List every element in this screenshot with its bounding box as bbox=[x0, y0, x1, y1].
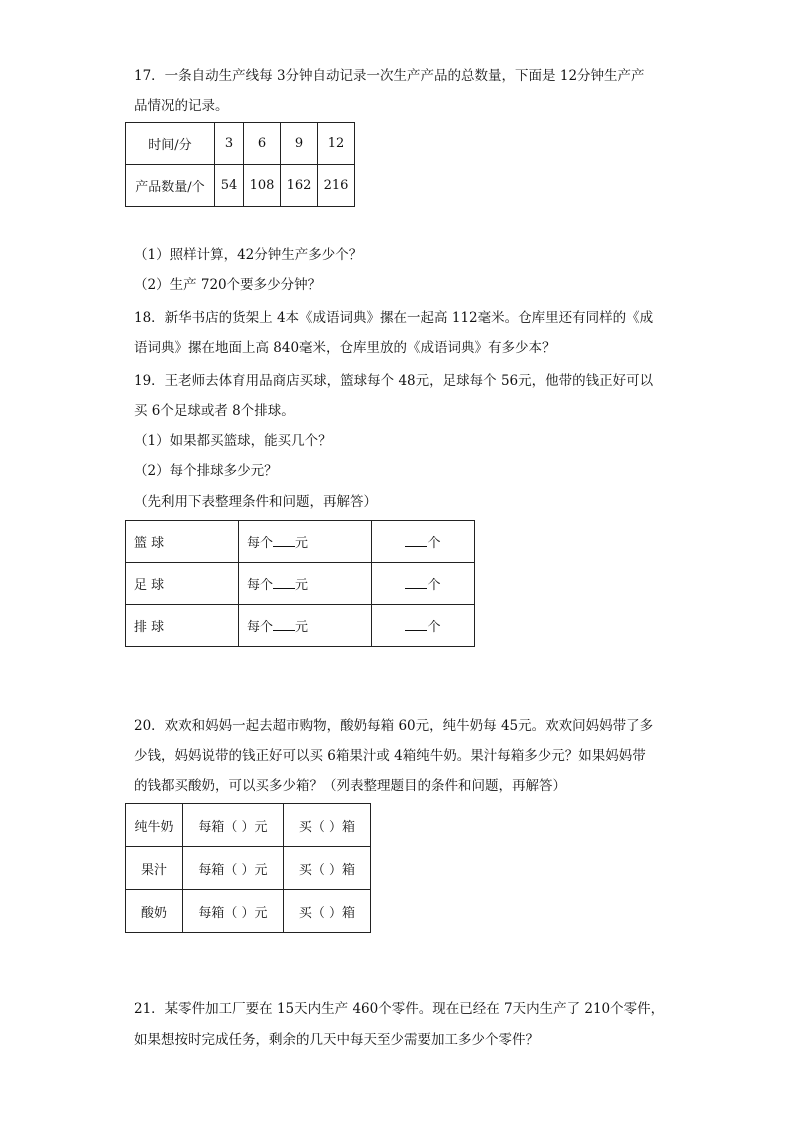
table-cell: 时间/分 bbox=[126, 123, 215, 165]
count-unit: 个 bbox=[427, 578, 441, 593]
table-cell: 果汁 bbox=[126, 847, 183, 890]
table-cell: 产品数量/个 bbox=[126, 165, 215, 207]
table-row bbox=[126, 605, 475, 647]
q17-text-line2: 品情况的记录。 bbox=[134, 98, 229, 114]
count-unit: 个 bbox=[427, 536, 441, 551]
price-cell[interactable]: 每箱（ ）元 bbox=[183, 847, 284, 890]
price-unit: 元 bbox=[295, 578, 309, 593]
q19-organize-table bbox=[125, 520, 475, 647]
count-cell bbox=[372, 563, 475, 605]
q20-text-line2: 少钱，妈妈说带的钱正好可以买 6箱果汁或 4箱纯牛奶。果汁每箱多少元？如果妈妈带 bbox=[134, 748, 646, 764]
table-cell: 54 bbox=[215, 165, 244, 207]
price-cell bbox=[239, 563, 372, 605]
q18-text-line2: 语词典》摞在地面上高 840毫米，仓库里放的《成语词典》有多少本？ bbox=[134, 340, 556, 356]
table-cell: 篮 球 bbox=[126, 521, 239, 563]
table-row bbox=[126, 804, 371, 847]
answer-blank[interactable] bbox=[405, 630, 427, 631]
q17-sub1: （1）照样计算，42分钟生产多少个？ bbox=[134, 247, 363, 263]
q18-text-line1: 18．新华书店的货架上 4本《成语词典》摞在一起高 112毫米。仓库里还有同样的《成 bbox=[134, 310, 654, 326]
q19-hint: （先利用下表整理条件和问题，再解答） bbox=[134, 494, 377, 510]
q20-text-line1: 20．欢欢和妈妈一起去超市购物，酸奶每箱 60元，纯牛奶每 45元。欢欢问妈妈带了多 bbox=[134, 718, 654, 734]
table-row bbox=[126, 563, 475, 605]
count-cell[interactable]: 买（ ）箱 bbox=[284, 890, 371, 933]
price-cell[interactable]: 每箱（ ）元 bbox=[183, 890, 284, 933]
price-cell[interactable]: 每箱（ ）元 bbox=[183, 804, 284, 847]
count-cell[interactable]: 买（ ）箱 bbox=[284, 847, 371, 890]
table-row bbox=[126, 521, 475, 563]
q19-sub2: （2）每个排球多少元？ bbox=[134, 463, 278, 479]
q19-text-line1: 19．王老师去体育用品商店买球，篮球每个 48元，足球每个 56元，他带的钱正好可以 bbox=[134, 373, 654, 389]
table-cell: 108 bbox=[244, 165, 281, 207]
answer-blank[interactable] bbox=[273, 546, 295, 547]
price-prefix: 每个 bbox=[247, 578, 274, 593]
q17-text-line1: 17．一条自动生产线每 3分钟自动记录一次生产产品的总数量，下面是 12分钟生产产 bbox=[134, 68, 645, 84]
table-row bbox=[126, 890, 371, 933]
table-row bbox=[126, 847, 371, 890]
table-cell: 3 bbox=[215, 123, 244, 165]
table-cell: 9 bbox=[281, 123, 318, 165]
price-cell bbox=[239, 605, 372, 647]
count-cell bbox=[372, 521, 475, 563]
price-prefix: 每个 bbox=[247, 620, 274, 635]
answer-blank[interactable] bbox=[273, 588, 295, 589]
table-cell: 6 bbox=[244, 123, 281, 165]
answer-blank[interactable] bbox=[273, 630, 295, 631]
q20-text-line3: 的钱都买酸奶，可以买多少箱？（列表整理题目的条件和问题，再解答） bbox=[134, 778, 566, 794]
answer-blank[interactable] bbox=[405, 546, 427, 547]
table-cell: 纯牛奶 bbox=[126, 804, 183, 847]
q17-data-table bbox=[125, 122, 355, 207]
table-cell: 酸奶 bbox=[126, 890, 183, 933]
count-cell[interactable]: 买（ ）箱 bbox=[284, 804, 371, 847]
table-cell: 排 球 bbox=[126, 605, 239, 647]
count-unit: 个 bbox=[427, 620, 441, 635]
table-cell: 12 bbox=[318, 123, 355, 165]
q21-text-line2: 如果想按时完成任务，剩余的几天中每天至少需要加工多少个零件？ bbox=[134, 1032, 539, 1048]
price-unit: 元 bbox=[295, 536, 309, 551]
table-cell: 216 bbox=[318, 165, 355, 207]
price-unit: 元 bbox=[295, 620, 309, 635]
answer-blank[interactable] bbox=[405, 588, 427, 589]
table-cell: 足 球 bbox=[126, 563, 239, 605]
table-cell: 162 bbox=[281, 165, 318, 207]
q20-organize-table bbox=[125, 803, 371, 933]
count-cell bbox=[372, 605, 475, 647]
q19-text-line2: 买 6个足球或者 8个排球。 bbox=[134, 403, 295, 419]
table-row bbox=[126, 165, 355, 207]
q17-sub2: （2）生产 720个要多少分钟？ bbox=[134, 277, 322, 293]
q21-text-line1: 21．某零件加工厂要在 15天内生产 460个零件。现在已经在 7天内生产了 210个零件， bbox=[134, 1001, 665, 1017]
price-cell bbox=[239, 521, 372, 563]
q19-sub1: （1）如果都买篮球，能买几个？ bbox=[134, 433, 332, 449]
table-row bbox=[126, 123, 355, 165]
price-prefix: 每个 bbox=[247, 536, 274, 551]
